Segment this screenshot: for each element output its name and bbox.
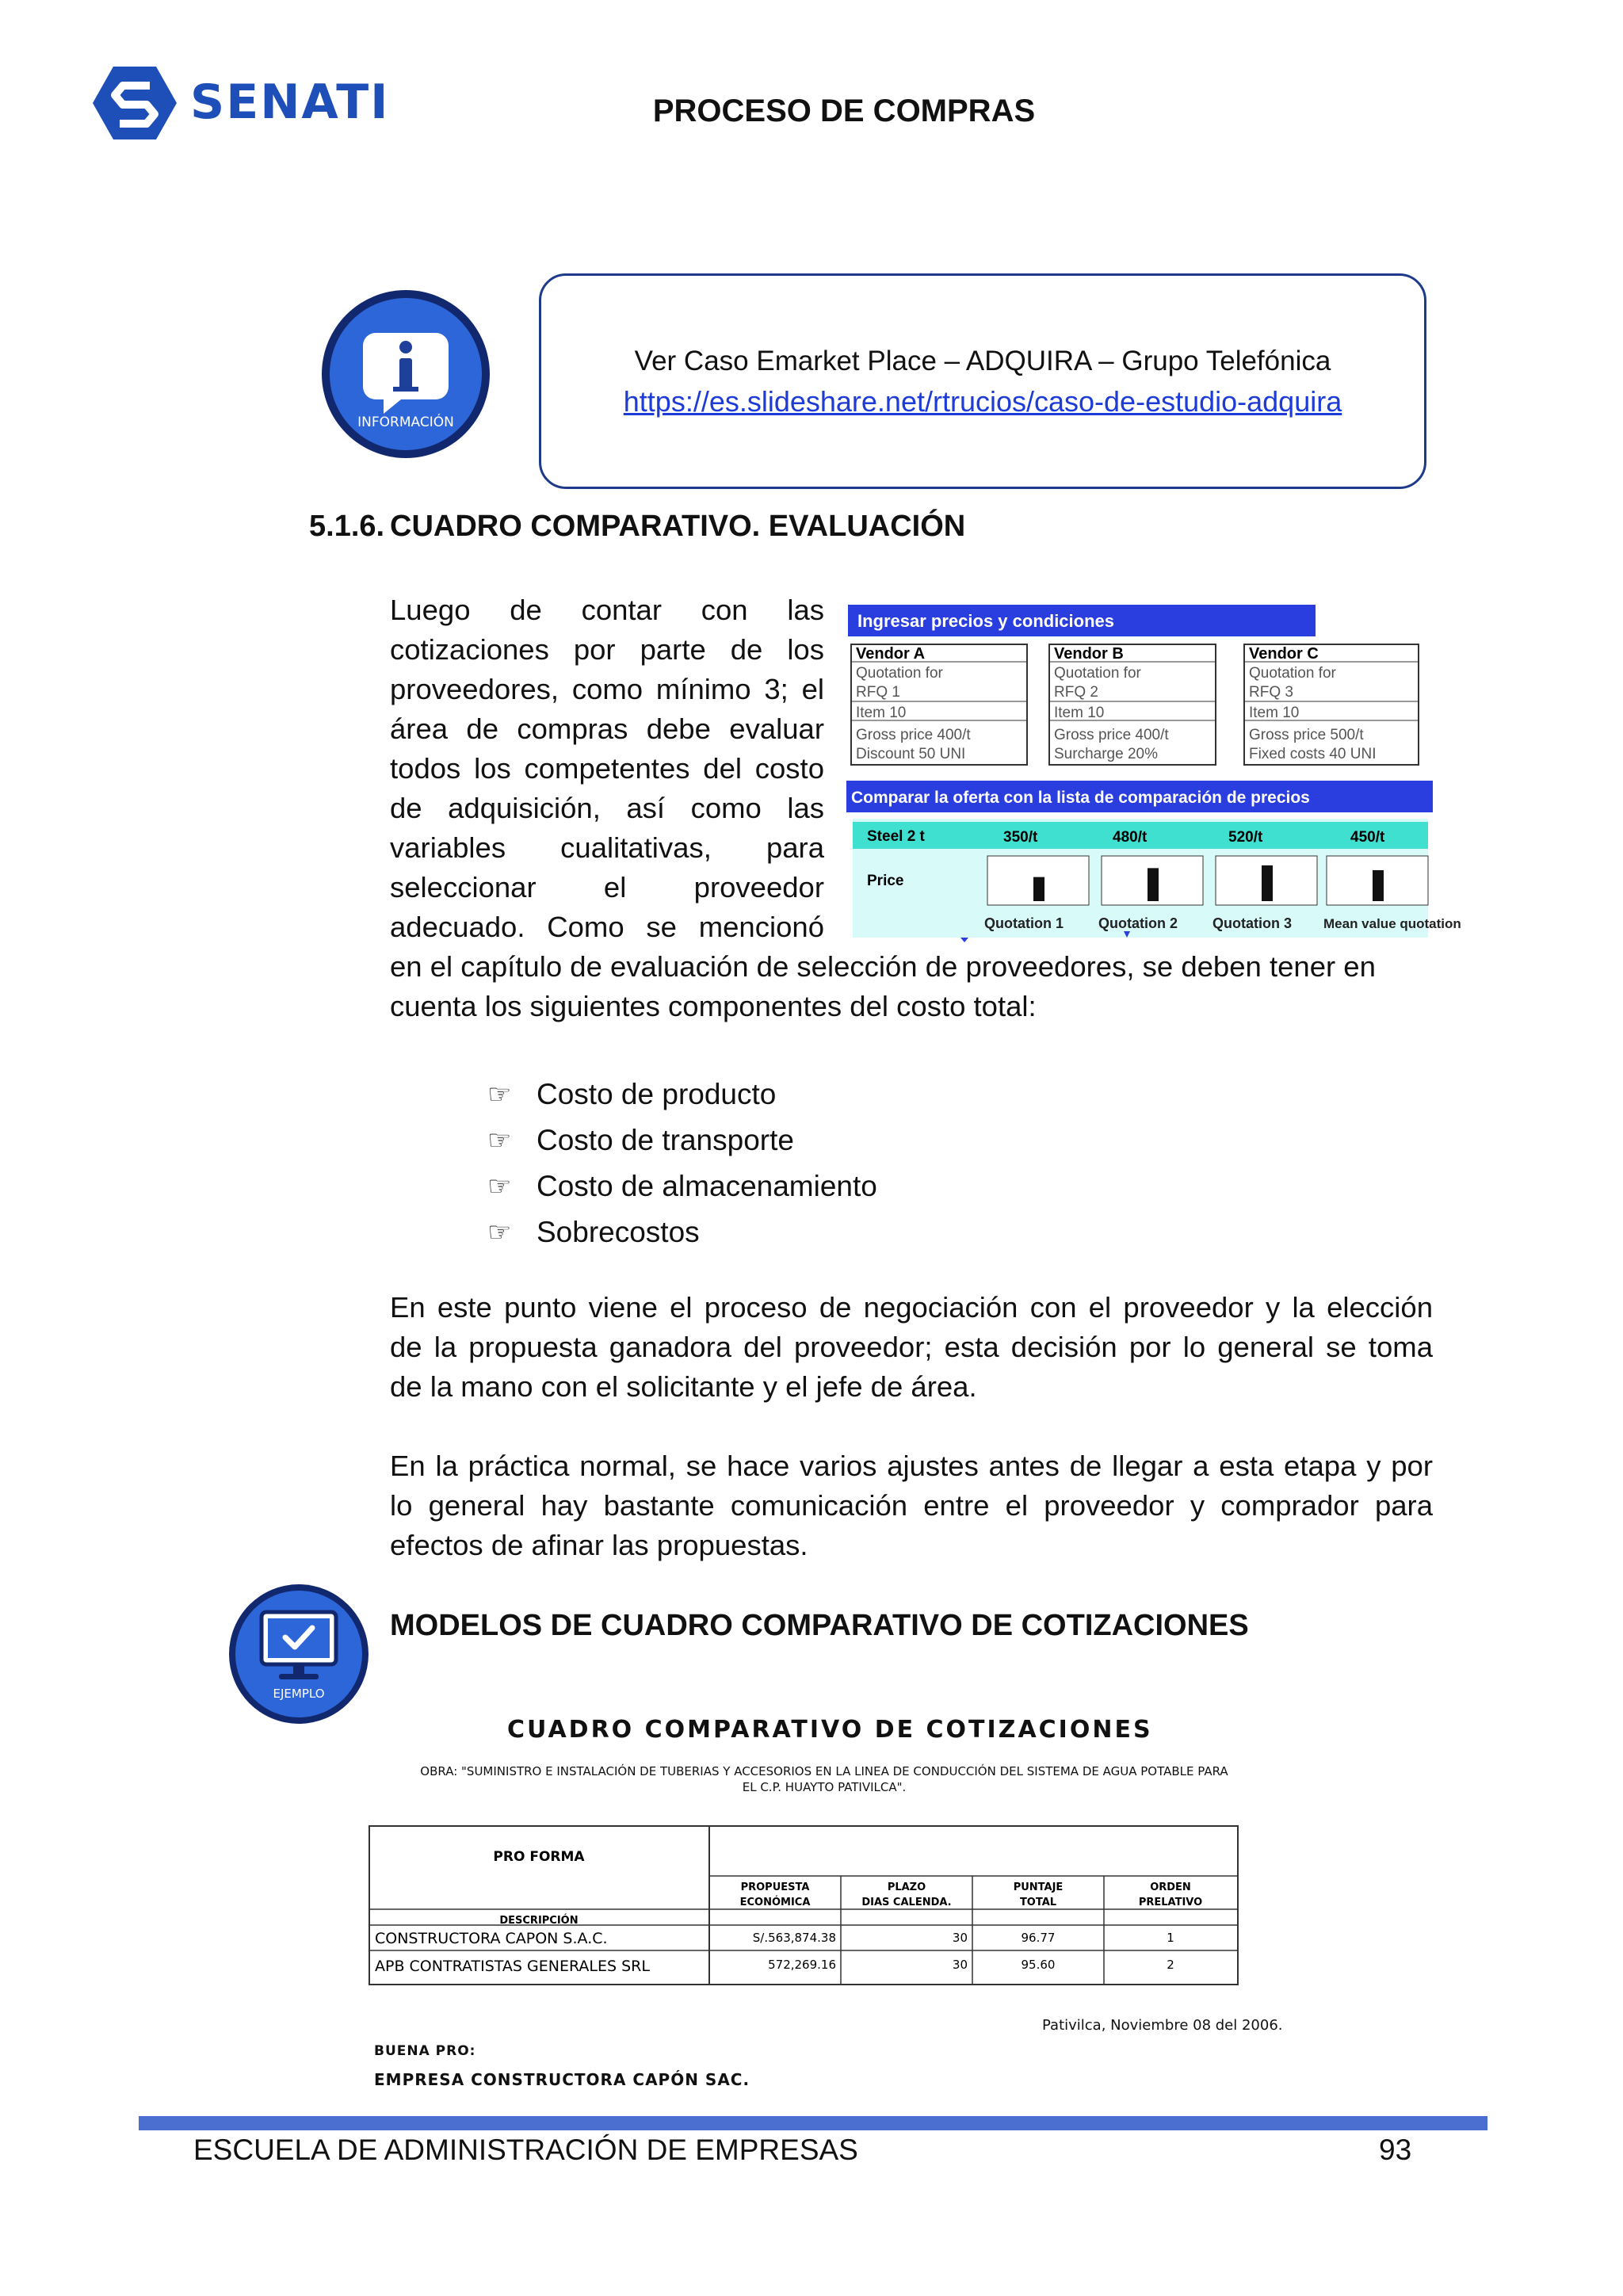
text-line: cotizaciones por parte de los bbox=[390, 633, 824, 666]
intro-continuation bbox=[390, 947, 1433, 1026]
info-text: Ver Caso Emarket Place – ADQUIRA – Grupo Telefónica bbox=[634, 346, 1331, 376]
quotation-label: Quotation 3 bbox=[1212, 915, 1292, 931]
text-line: de la propuesta ganadora del proveedor; esta decisión por lo general se toma bbox=[390, 1331, 1433, 1363]
list-item-text: Sobrecostos bbox=[537, 1216, 700, 1248]
svg-text:INFORMACIÓN: INFORMACIÓN bbox=[357, 415, 454, 430]
text-line: de la mano con el solicitante y el jefe de área. bbox=[390, 1370, 977, 1403]
price-tag: 350/t bbox=[1003, 829, 1038, 846]
obra-line: EL C.P. HUAYTO PATIVILCA". bbox=[742, 1780, 907, 1794]
text-line: cuenta los siguientes componentes del costo total: bbox=[390, 990, 1037, 1022]
vendor-line: Surcharge 20% bbox=[1054, 746, 1158, 762]
buena-pro-value: EMPRESA CONSTRUCTORA CAPÓN SAC. bbox=[374, 2070, 750, 2089]
vendor-line: Gross price 400/t bbox=[1054, 727, 1169, 743]
row-label: Steel 2 t bbox=[867, 828, 925, 845]
column-header: PRELATIVO bbox=[1138, 1897, 1203, 1908]
column-header: DIAS CALENDA. bbox=[861, 1897, 952, 1908]
table-row bbox=[375, 1930, 1174, 1947]
banner-2-text: Comparar la oferta con la lista de comparación de precios bbox=[851, 789, 1310, 807]
column-header: PUNTAJE bbox=[1013, 1881, 1064, 1893]
info-callout bbox=[539, 273, 1426, 489]
vendor-line: Item 10 bbox=[856, 705, 907, 721]
column-header: PLAZO bbox=[887, 1881, 926, 1893]
supplier-name: APB CONTRATISTAS GENERALES SRL bbox=[375, 1958, 650, 1975]
vendor-line: Gross price 500/t bbox=[1249, 727, 1364, 743]
vendor-comparison-figure bbox=[846, 598, 1461, 941]
list-item bbox=[487, 1163, 877, 1209]
comparison-table bbox=[369, 1825, 1239, 1985]
negotiation-paragraph bbox=[390, 1288, 1433, 1407]
buena-pro-label: BUENA PRO: bbox=[374, 2043, 476, 2059]
vendor-c-card bbox=[1244, 644, 1419, 765]
column-header: PROPUESTA bbox=[740, 1881, 810, 1893]
plazo-value: 30 bbox=[952, 1931, 968, 1945]
price-bar bbox=[1033, 877, 1044, 901]
example-badge bbox=[227, 1582, 371, 1726]
descripcion-label: DESCRIPCIÓN bbox=[499, 1915, 579, 1927]
text-line: En este punto viene el proceso de negociación con el proveedor y la elección bbox=[390, 1291, 1433, 1324]
vendor-line: RFQ 3 bbox=[1249, 684, 1293, 701]
text-line: de adquisición, así como las bbox=[390, 792, 824, 824]
vendor-line: RFQ 2 bbox=[1054, 684, 1098, 701]
quotation-label: Quotation 2 bbox=[1098, 915, 1178, 931]
price-label: Price bbox=[867, 873, 904, 889]
list-item-text: Costo de producto bbox=[537, 1078, 777, 1110]
information-icon bbox=[319, 287, 493, 461]
models-heading: MODELOS DE CUADRO COMPARATIVO DE COTIZACIONES bbox=[390, 1609, 1249, 1642]
page-title: PROCESO DE COMPRAS bbox=[652, 94, 1036, 128]
vendor-b-card bbox=[1049, 644, 1216, 765]
list-item bbox=[487, 1072, 877, 1117]
price-tag: 450/t bbox=[1350, 829, 1385, 846]
info-link[interactable]: https://es.slideshare.net/rtrucios/caso-de-estudio-adquira bbox=[623, 385, 1342, 418]
list-item-text: Costo de almacenamiento bbox=[537, 1170, 877, 1202]
text-line: proveedores, como mínimo 3; el bbox=[390, 673, 824, 705]
column-header: TOTAL bbox=[1019, 1897, 1057, 1908]
list-item bbox=[487, 1209, 877, 1255]
comparison-title: CUADRO COMPARATIVO DE COTIZACIONES bbox=[507, 1716, 1153, 1744]
supplier-name: CONSTRUCTORA CAPON S.A.C. bbox=[375, 1930, 608, 1947]
proforma-label: PRO FORMA bbox=[493, 1849, 585, 1865]
vendor-a-card bbox=[851, 644, 1027, 765]
senati-logo bbox=[91, 63, 390, 143]
pointing-hand-icon: ☞ bbox=[487, 1125, 512, 1156]
brand-name: SENATI bbox=[190, 74, 390, 130]
section-heading bbox=[309, 510, 965, 544]
senati-hexagon-icon bbox=[91, 63, 178, 143]
pointing-hand-icon: ☞ bbox=[487, 1217, 512, 1247]
price-tag: 520/t bbox=[1228, 829, 1263, 846]
vendor-line: Item 10 bbox=[1054, 705, 1105, 721]
quotation-label: Quotation 1 bbox=[984, 915, 1064, 931]
quotation-label: Mean value quotation bbox=[1323, 916, 1461, 931]
pointing-hand-icon: ☞ bbox=[487, 1079, 512, 1110]
vendor-line: Fixed costs 40 UNI bbox=[1249, 746, 1377, 762]
vendor-line: Gross price 400/t bbox=[856, 727, 971, 743]
information-badge bbox=[319, 287, 493, 461]
text-line: adecuado. Como se mencionó bbox=[390, 911, 824, 943]
price-bar bbox=[1262, 865, 1273, 901]
vendor-line: Quotation for bbox=[1054, 665, 1141, 682]
column-header: ECONÓMICA bbox=[739, 1897, 811, 1908]
text-line: en el capítulo de evaluación de selección de proveedores, se deben tener en bbox=[390, 950, 1376, 983]
quotation-labels bbox=[984, 915, 1461, 931]
price-bar bbox=[1148, 868, 1159, 901]
footer-school: ESCUELA DE ADMINISTRACIÓN DE EMPRESAS bbox=[193, 2134, 858, 2166]
list-item bbox=[487, 1117, 877, 1163]
vendor-line: Discount 50 UNI bbox=[856, 746, 966, 762]
vendor-figure-svg bbox=[846, 598, 1461, 941]
vendor-name: Vendor A bbox=[856, 645, 926, 663]
text-line: todos los competentes del costo bbox=[390, 752, 824, 785]
orden-value: 2 bbox=[1167, 1958, 1174, 1972]
vendor-name: Vendor B bbox=[1054, 645, 1124, 663]
price-bar bbox=[1373, 870, 1384, 901]
practice-paragraph bbox=[390, 1446, 1433, 1565]
intro-paragraph bbox=[390, 590, 824, 947]
comparison-table-svg bbox=[369, 1825, 1239, 1985]
text-line: Luego de contar con las bbox=[390, 594, 824, 626]
vendor-line: Quotation for bbox=[1249, 665, 1336, 682]
comparison-date: Pativilca, Noviembre 08 del 2006. bbox=[1042, 2017, 1283, 2034]
vendor-line: Item 10 bbox=[1249, 705, 1300, 721]
cost-components-list bbox=[487, 1072, 877, 1255]
pointing-hand-icon: ☞ bbox=[487, 1171, 512, 1201]
vendor-name: Vendor C bbox=[1249, 645, 1319, 663]
text-line: variables cualitativas, para bbox=[390, 831, 824, 864]
banner-1-text: Ingresar precios y condiciones bbox=[857, 611, 1115, 631]
text-line: efectos de afinar las propuestas. bbox=[390, 1529, 808, 1561]
price-tag: 480/t bbox=[1113, 829, 1148, 846]
economica-value: 572,269.16 bbox=[768, 1958, 836, 1972]
text-line: lo general hay bastante comunicación entre el proveedor y comprador para bbox=[390, 1489, 1433, 1522]
text-line: seleccionar el proveedor bbox=[390, 871, 824, 904]
vendor-line: RFQ 1 bbox=[856, 684, 900, 701]
page-number: 93 bbox=[1379, 2134, 1412, 2166]
puntaje-value: 95.60 bbox=[1021, 1958, 1056, 1972]
comparison-obra bbox=[376, 1763, 1272, 1795]
column-header: ORDEN bbox=[1150, 1881, 1191, 1893]
list-item-text: Costo de transporte bbox=[537, 1124, 794, 1156]
vendor-line: Quotation for bbox=[856, 665, 943, 682]
monitor-check-icon bbox=[227, 1582, 371, 1726]
svg-text:EJEMPLO: EJEMPLO bbox=[273, 1687, 325, 1701]
text-line: área de compras debe evaluar bbox=[390, 712, 824, 745]
section-number: 5.1.6. bbox=[309, 510, 385, 543]
orden-value: 1 bbox=[1167, 1931, 1174, 1945]
section-title: CUADRO COMPARATIVO. EVALUACIÓN bbox=[390, 510, 966, 543]
obra-line: OBRA: "SUMINISTRO E INSTALACIÓN DE TUBERIAS Y ACCESORIOS EN LA LINEA DE CONDUCCIÓN DEL SISTEMA DE AGUA POTABLE PARA bbox=[420, 1764, 1228, 1778]
footer-bar bbox=[139, 2116, 1487, 2130]
puntaje-value: 96.77 bbox=[1021, 1931, 1056, 1945]
text-line: En la práctica normal, se hace varios ajustes antes de llegar a esta etapa y por bbox=[390, 1450, 1433, 1482]
plazo-value: 30 bbox=[952, 1958, 968, 1972]
economica-value: S/.563,874.38 bbox=[752, 1931, 836, 1945]
